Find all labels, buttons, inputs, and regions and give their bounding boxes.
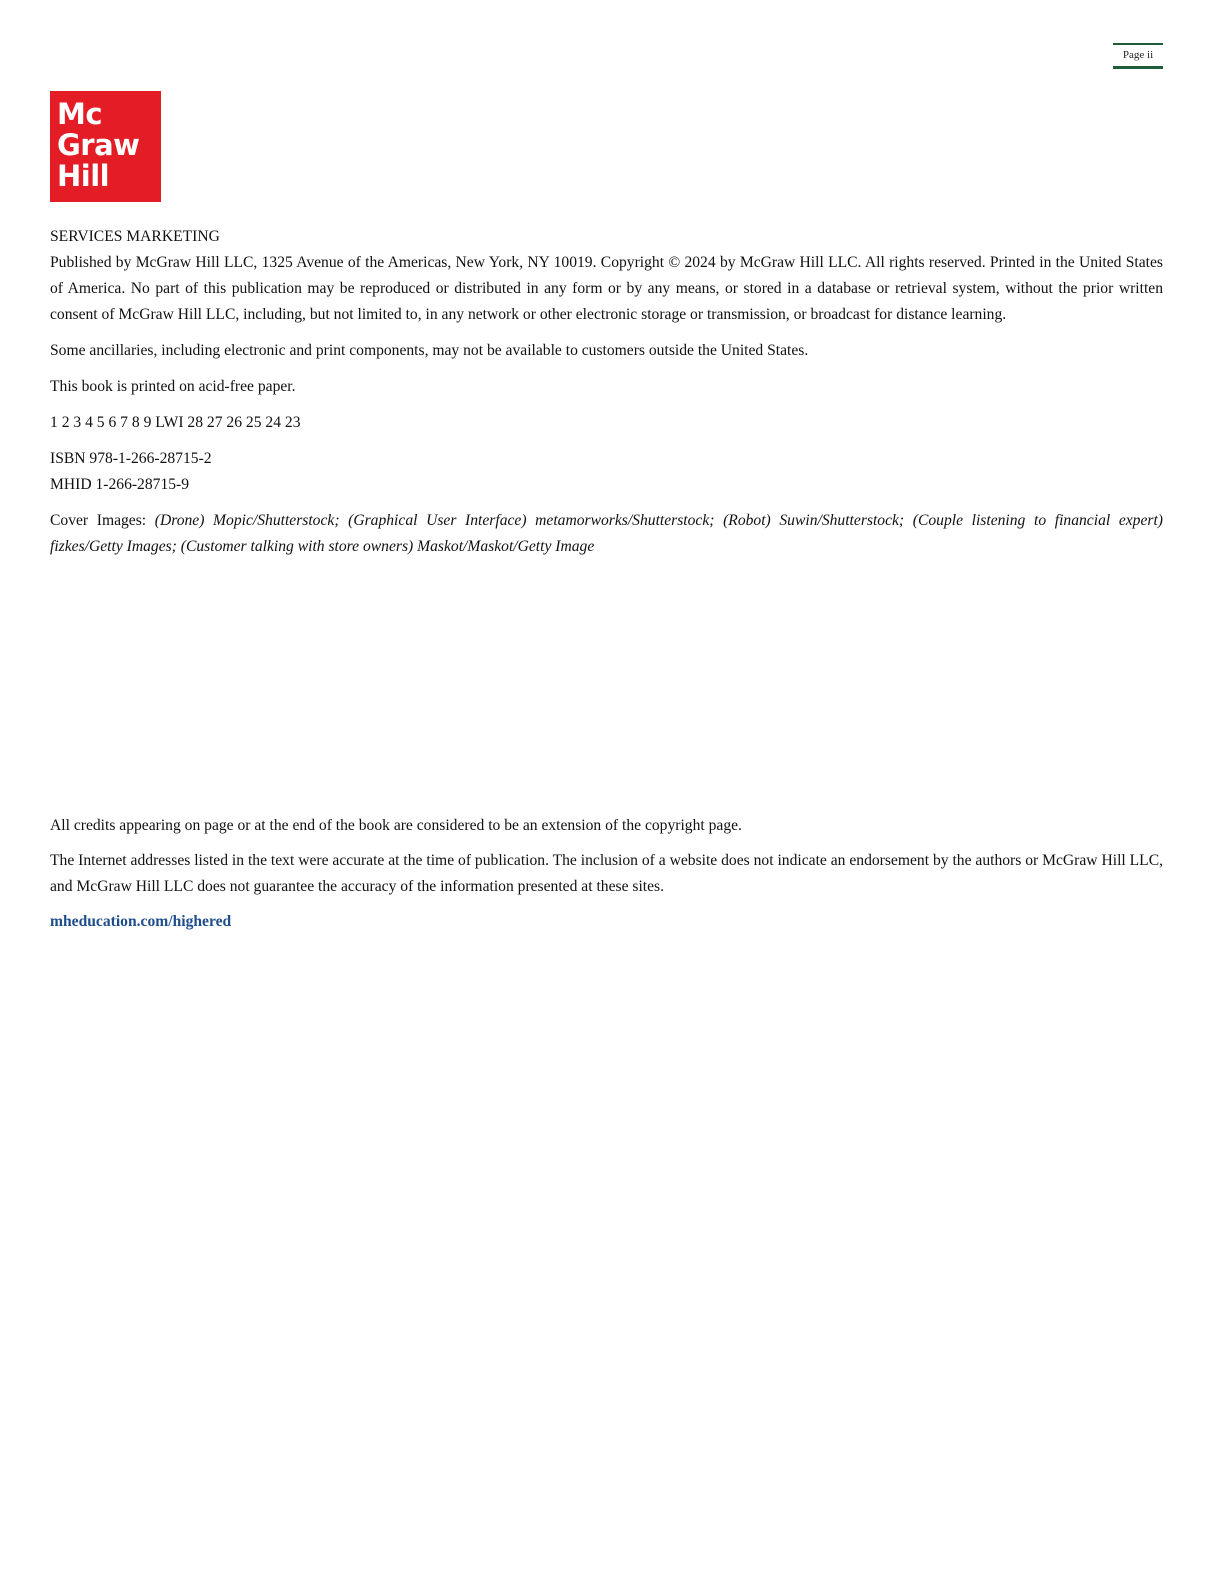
ancillaries-note: Some ancillaries, including electronic and print components, may not be available to customers outside the United States. <box>50 342 809 359</box>
logo-text-line-3: Hill <box>57 159 110 193</box>
website-link[interactable]: mheducation.com/highered <box>50 913 232 930</box>
credits-note: All credits appearing on page or at the end of the book are considered to be an extension of the copyright page. <box>50 817 742 834</box>
acid-free-note: This book is printed on acid-free paper. <box>50 378 296 395</box>
isbn: ISBN 978-1-266-28715-2 <box>50 450 212 467</box>
website-line <box>50 909 1163 935</box>
logo-text-line-1: Mc <box>57 97 103 131</box>
cover-images-list: (Drone) Mopic/Shutterstock; (Graphical User Interface) metamorworks/Shutterstock; (Robot) Suwin/Shutterstock; (Couple listening to financial expert) fizkes/Getty Images; (Customer talking with store owners) Maskot/Maskot/Getty Image <box>50 512 1163 555</box>
print-line: 1 2 3 4 5 6 7 8 9 LWI 28 27 26 25 24 23 <box>50 414 301 431</box>
copyright-content <box>50 224 1163 570</box>
logo-text-line-2: Graw <box>57 128 140 162</box>
cover-images-label: Cover Images: <box>50 512 155 529</box>
book-title: SERVICES MARKETING <box>50 228 220 245</box>
cover-images-credit <box>50 508 1163 560</box>
mcgraw-hill-logo <box>50 91 161 202</box>
page-number-marker <box>1113 43 1163 69</box>
bottom-notes <box>50 813 1163 944</box>
mhid: MHID 1-266-28715-9 <box>50 476 190 493</box>
publisher-paragraph: Published by McGraw Hill LLC, 1325 Avenue of the Americas, New York, NY 10019. Copyright © 2024 by McGraw Hill LLC. All rights reserved. Printed in the United States of America. No part of this publication may be reproduced or distributed in any form or by any means, or stored in a database or retrieval system, without the prior written consent of McGraw Hill LLC, including, but not limited to, in any network or other electronic storage or transmission, or broadcast for distance learning. <box>50 254 1163 323</box>
internet-note: The Internet addresses listed in the text were accurate at the time of publication. The inclusion of a website does not indicate an endorsement by the authors or McGraw Hill LLC, and McGraw Hill LLC does not guarantee the accuracy of the information presented at these sites. <box>50 852 1163 895</box>
page-number-label: Page ii <box>1122 49 1154 61</box>
